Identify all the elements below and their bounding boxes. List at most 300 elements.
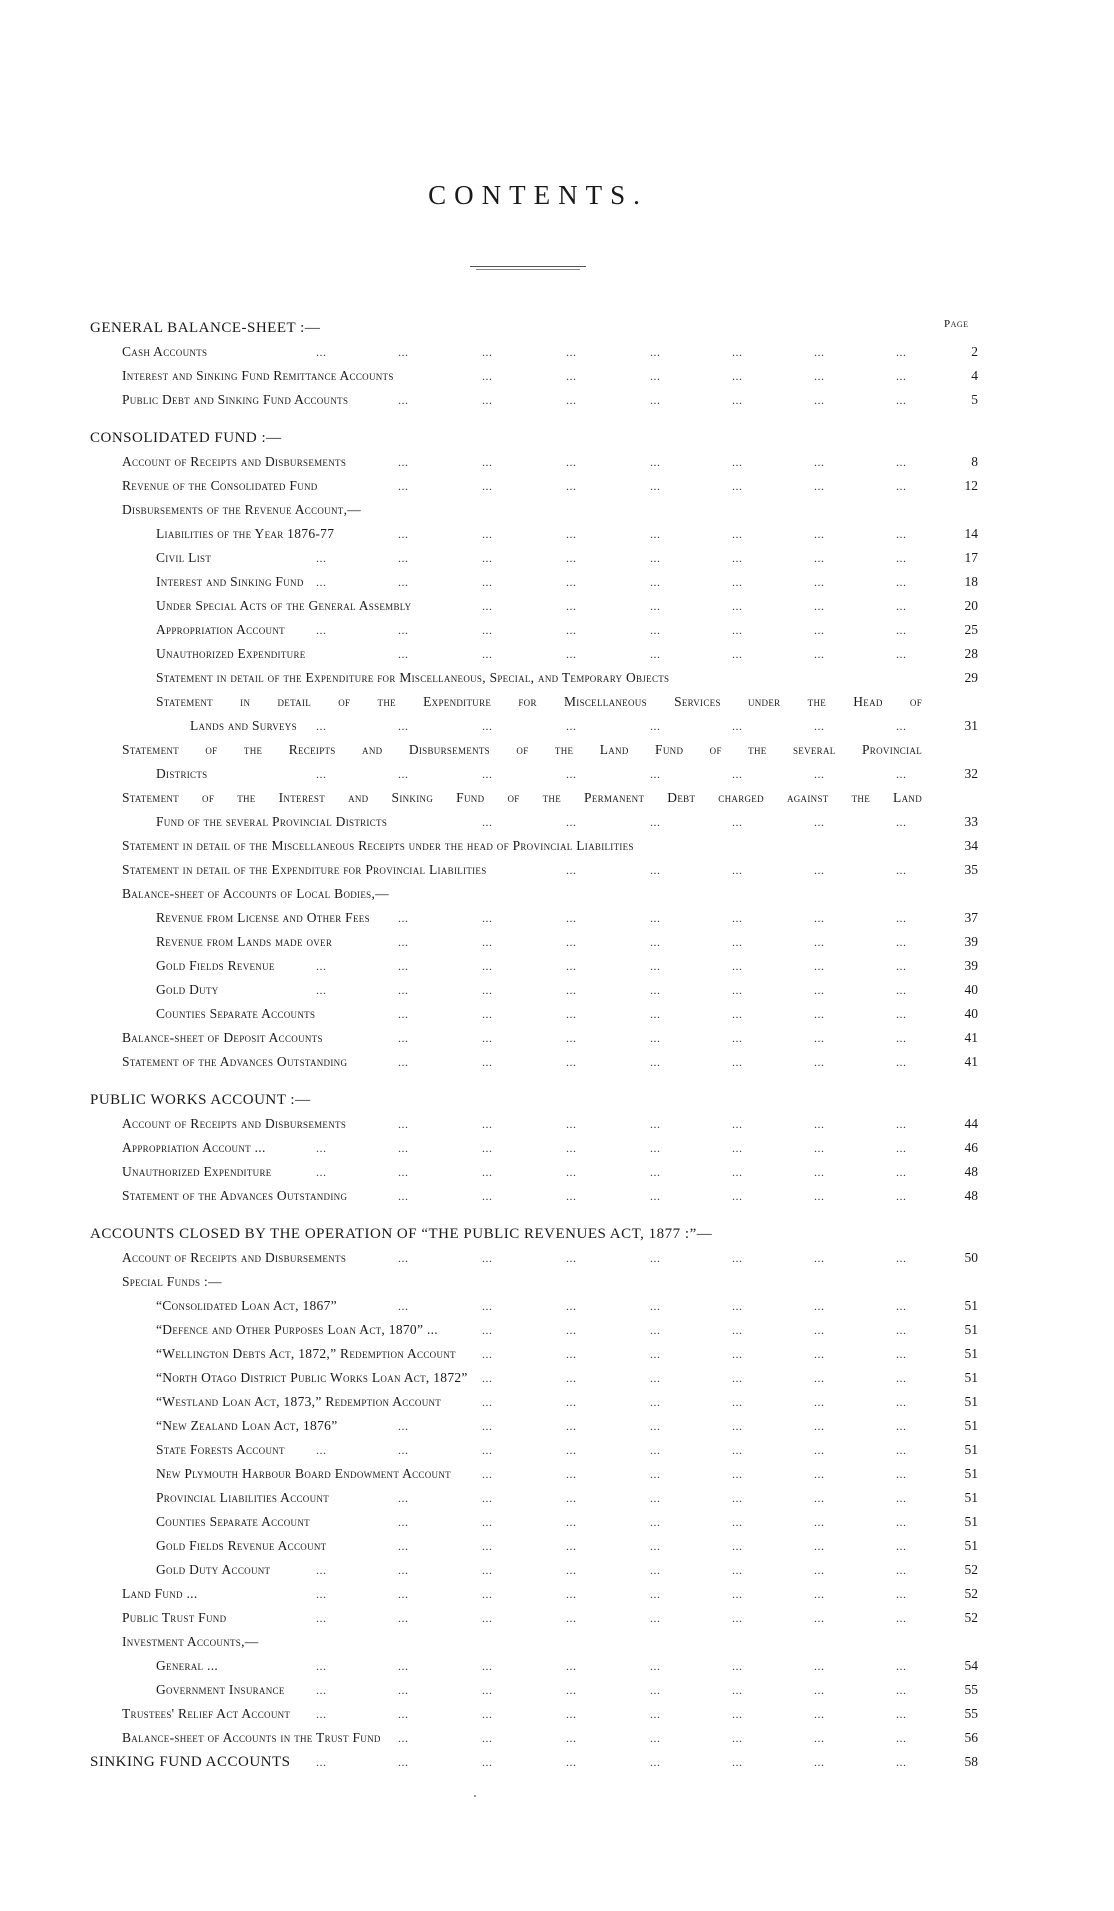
- dot-leader: ...: [316, 1443, 327, 1457]
- toc-entry: [0, 1584, 1114, 1604]
- toc-entry-page: 44: [964, 1116, 978, 1131]
- toc-entry-label: Statement of the Interest and Sinking Fund of the Permanent Debt charged against the Land: [122, 790, 922, 805]
- dot-leader: ...: [566, 575, 577, 589]
- toc-entry: [0, 644, 1114, 664]
- dot-leader: ...: [814, 767, 825, 781]
- dot-leader: ...: [566, 551, 577, 565]
- dot-leader: ...: [732, 1683, 743, 1697]
- dot-leader: ...: [650, 1659, 661, 1673]
- dot-leader: ...: [896, 1539, 907, 1553]
- toc-entry: [0, 668, 1114, 688]
- dot-leader: ...: [814, 1031, 825, 1045]
- dot-leader: ...: [896, 1491, 907, 1505]
- dot-leader: ...: [814, 1395, 825, 1409]
- dot-leader: ...: [482, 647, 493, 661]
- toc-entry-page: 32: [964, 766, 978, 781]
- dot-leader: ...: [814, 1731, 825, 1745]
- dot-leader: ...: [566, 1611, 577, 1625]
- dot-leader: ...: [814, 1141, 825, 1155]
- dot-leader: ...: [482, 911, 493, 925]
- dot-leader: ...: [896, 1707, 907, 1721]
- dot-leader: ...: [398, 623, 409, 637]
- toc-entry: [0, 1272, 1114, 1292]
- dot-leader: ...: [316, 959, 327, 973]
- dot-leader: ...: [482, 1539, 493, 1553]
- dot-leader: ...: [896, 1251, 907, 1265]
- toc-entry-page: 51: [964, 1370, 978, 1385]
- dot-leader: ...: [814, 1659, 825, 1673]
- toc-entry: [0, 764, 1114, 784]
- dot-leader: ...: [566, 1007, 577, 1021]
- toc-entry: [0, 716, 1114, 736]
- dot-leader: ...: [566, 1165, 577, 1179]
- toc-entry-label: Balance-sheet of Accounts in the Trust Fund: [122, 1730, 381, 1745]
- dot-leader: ...: [896, 1323, 907, 1337]
- toc-entry-label: Interest and Sinking Fund Remittance Accounts: [122, 368, 394, 383]
- toc-entry-page: 51: [964, 1466, 978, 1481]
- dot-leader: ...: [398, 1491, 409, 1505]
- toc-entry-label: Civil List: [156, 550, 212, 565]
- dot-leader: ...: [896, 623, 907, 637]
- toc-entry-page: 51: [964, 1538, 978, 1553]
- dot-leader: ...: [398, 479, 409, 493]
- dot-leader: ...: [566, 1419, 577, 1433]
- page-speck: [474, 1795, 476, 1797]
- toc-entry-page: 50: [964, 1250, 978, 1265]
- dot-leader: ...: [650, 393, 661, 407]
- dot-leader: ...: [398, 719, 409, 733]
- toc-entry-label: Unauthorized Expenditure: [156, 646, 306, 661]
- dot-leader: ...: [566, 455, 577, 469]
- dot-leader: ...: [896, 1611, 907, 1625]
- dot-leader: ...: [398, 1165, 409, 1179]
- dot-leader: ...: [650, 1683, 661, 1697]
- dot-leader: ...: [482, 599, 493, 613]
- toc-entry: [0, 1728, 1114, 1748]
- toc-entry-label: PUBLIC WORKS ACCOUNT :—: [90, 1092, 311, 1108]
- toc-entry: [0, 1392, 1114, 1412]
- dot-leader: ...: [650, 1539, 661, 1553]
- dot-leader: ...: [398, 767, 409, 781]
- dot-leader: ...: [732, 479, 743, 493]
- toc-entry: [0, 1416, 1114, 1436]
- dot-leader: ...: [732, 1395, 743, 1409]
- dot-leader: ...: [482, 345, 493, 359]
- toc-entry-label: Public Debt and Sinking Fund Accounts: [122, 392, 349, 407]
- toc-entry-label: Statement in detail of the Expenditure for Miscellaneous, Special, and Temporary Objects: [156, 670, 670, 685]
- dot-leader: ...: [482, 1467, 493, 1481]
- dot-leader: ...: [896, 1007, 907, 1021]
- toc-section-heading: [0, 428, 1114, 448]
- dot-leader: ...: [896, 1055, 907, 1069]
- dot-leader: ...: [732, 719, 743, 733]
- dot-leader: ...: [398, 983, 409, 997]
- toc-entry-page: 51: [964, 1298, 978, 1313]
- dot-leader: ...: [814, 1347, 825, 1361]
- dot-leader: ...: [398, 1189, 409, 1203]
- dot-leader: ...: [814, 551, 825, 565]
- dot-leader: ...: [896, 1443, 907, 1457]
- toc-entry-label: “Defence and Other Purposes Loan Act, 1870” ...: [156, 1322, 438, 1337]
- dot-leader: ...: [732, 1117, 743, 1131]
- toc-section-heading: [0, 1090, 1114, 1110]
- dot-leader: ...: [732, 393, 743, 407]
- toc-entry: [0, 1608, 1114, 1628]
- dot-leader: ...: [398, 959, 409, 973]
- dot-leader: ...: [650, 1251, 661, 1265]
- toc-entry-page: 35: [964, 862, 978, 877]
- toc-entry-page: 2: [971, 344, 978, 359]
- toc-entry: [0, 1704, 1114, 1724]
- toc-entry-page: 54: [964, 1658, 978, 1673]
- dot-leader: ...: [814, 911, 825, 925]
- dot-leader: ...: [732, 455, 743, 469]
- dot-leader: ...: [566, 1587, 577, 1601]
- dot-leader: ...: [896, 1031, 907, 1045]
- dot-leader: ...: [650, 369, 661, 383]
- dot-leader: ...: [650, 1443, 661, 1457]
- dot-leader: ...: [316, 1563, 327, 1577]
- dot-leader: ...: [814, 935, 825, 949]
- dot-leader: ...: [732, 345, 743, 359]
- toc-entry: [0, 788, 1114, 808]
- dot-leader: ...: [566, 1347, 577, 1361]
- dot-leader: ...: [316, 1707, 327, 1721]
- toc-entry-page: 58: [964, 1754, 978, 1769]
- dot-leader: ...: [732, 1323, 743, 1337]
- toc-entry-label: General ...: [156, 1658, 219, 1673]
- dot-leader: ...: [814, 1563, 825, 1577]
- toc-entry: [0, 1632, 1114, 1652]
- dot-leader: ...: [316, 1587, 327, 1601]
- toc-entry-label: Revenue from Lands made over: [156, 934, 333, 949]
- toc-entry-label: Statement of the Advances Outstanding: [122, 1188, 348, 1203]
- dot-leader: ...: [896, 1395, 907, 1409]
- dot-leader: ...: [896, 369, 907, 383]
- toc-entry-label: Balance-sheet of Deposit Accounts: [122, 1030, 323, 1045]
- toc-entry-page: 37: [964, 910, 978, 925]
- toc-entry-page: 48: [964, 1164, 978, 1179]
- dot-leader: ...: [482, 479, 493, 493]
- dot-leader: ...: [732, 1055, 743, 1069]
- toc-entry-page: 33: [964, 814, 978, 829]
- dot-leader: ...: [398, 575, 409, 589]
- toc-entry-page: 52: [964, 1586, 978, 1601]
- dot-leader: ...: [814, 479, 825, 493]
- dot-leader: ...: [732, 623, 743, 637]
- dot-leader: ...: [814, 1587, 825, 1601]
- toc-entry-label: Provincial Liabilities Account: [156, 1490, 329, 1505]
- toc-entry-label: Revenue from License and Other Fees: [156, 910, 370, 925]
- toc-entry-page: 48: [964, 1188, 978, 1203]
- dot-leader: ...: [316, 767, 327, 781]
- toc-entry: [0, 572, 1114, 592]
- dot-leader: ...: [732, 647, 743, 661]
- toc-entry-page: 51: [964, 1394, 978, 1409]
- dot-leader: ...: [896, 1755, 907, 1769]
- toc-entry: [0, 1052, 1114, 1072]
- dot-leader: ...: [650, 1055, 661, 1069]
- dot-leader: ...: [398, 1611, 409, 1625]
- toc-entry: [0, 812, 1114, 832]
- dot-leader: ...: [398, 1731, 409, 1745]
- dot-leader: ...: [814, 1055, 825, 1069]
- toc-entry-label: Gold Duty Account: [156, 1562, 271, 1577]
- dot-leader: ...: [732, 1419, 743, 1433]
- dot-leader: ...: [650, 1731, 661, 1745]
- dot-leader: ...: [316, 1755, 327, 1769]
- toc-entry-page: 41: [964, 1054, 978, 1069]
- dot-leader: ...: [814, 1323, 825, 1337]
- toc-entry-label: CONSOLIDATED FUND :—: [90, 430, 282, 446]
- dot-leader: ...: [482, 1141, 493, 1155]
- toc-entry-page: 51: [964, 1442, 978, 1457]
- dot-leader: ...: [814, 455, 825, 469]
- dot-leader: ...: [316, 1165, 327, 1179]
- dot-leader: ...: [650, 1563, 661, 1577]
- dot-leader: ...: [896, 551, 907, 565]
- toc-entry-page: 20: [964, 598, 978, 613]
- toc-section-heading: [0, 1752, 1114, 1772]
- toc-entry: [0, 740, 1114, 760]
- dot-leader: ...: [566, 935, 577, 949]
- dot-leader: ...: [566, 623, 577, 637]
- dot-leader: ...: [398, 345, 409, 359]
- toc-entry-page: 31: [964, 718, 978, 733]
- toc-entry-label: Appropriation Account ...: [122, 1140, 266, 1155]
- dot-leader: ...: [566, 1491, 577, 1505]
- dot-leader: ...: [566, 1251, 577, 1265]
- dot-leader: ...: [566, 1299, 577, 1313]
- toc-entry-page: 40: [964, 1006, 978, 1021]
- dot-leader: ...: [398, 647, 409, 661]
- dot-leader: ...: [566, 1443, 577, 1457]
- toc-entry-label: State Forests Account: [156, 1442, 285, 1457]
- toc-entry-page: 39: [964, 934, 978, 949]
- dot-leader: ...: [732, 527, 743, 541]
- dot-leader: ...: [398, 1539, 409, 1553]
- dot-leader: ...: [814, 575, 825, 589]
- toc-entry: [0, 596, 1114, 616]
- dot-leader: ...: [732, 1563, 743, 1577]
- dot-leader: ...: [650, 551, 661, 565]
- toc-entry: [0, 1512, 1114, 1532]
- dot-leader: ...: [814, 1443, 825, 1457]
- toc-entry: [0, 390, 1114, 410]
- dot-leader: ...: [482, 1055, 493, 1069]
- dot-leader: ...: [398, 1587, 409, 1601]
- dot-leader: ...: [398, 1007, 409, 1021]
- dot-leader: ...: [896, 1299, 907, 1313]
- toc-entry-label: Statement of the Receipts and Disbursements of the Land Fund of the several Provincial: [122, 742, 922, 757]
- dot-leader: ...: [814, 369, 825, 383]
- toc-entry: [0, 980, 1114, 1000]
- dot-leader: ...: [650, 1165, 661, 1179]
- dot-leader: ...: [398, 1251, 409, 1265]
- toc-entry-label: Counties Separate Accounts: [156, 1006, 316, 1021]
- toc-entry-label: “Wellington Debts Act, 1872,” Redemption Account: [156, 1346, 456, 1361]
- dot-leader: ...: [566, 1467, 577, 1481]
- dot-leader: ...: [482, 1395, 493, 1409]
- dot-leader: ...: [650, 1611, 661, 1625]
- toc-entry: [0, 1248, 1114, 1268]
- toc-entry: [0, 836, 1114, 856]
- toc-entry-page: 41: [964, 1030, 978, 1045]
- toc-entry-page: 39: [964, 958, 978, 973]
- dot-leader: ...: [732, 1755, 743, 1769]
- toc-entry-label: Statement in detail of the Miscellaneous Receipts under the head of Provincial Liabilities: [122, 838, 634, 853]
- dot-leader: ...: [398, 1659, 409, 1673]
- toc-entry-label: Statement in detail of the Expenditure for Provincial Liabilities: [122, 862, 487, 877]
- dot-leader: ...: [566, 959, 577, 973]
- toc-entry: [0, 1138, 1114, 1158]
- toc-entry-page: 5: [971, 392, 978, 407]
- dot-leader: ...: [316, 983, 327, 997]
- dot-leader: ...: [814, 863, 825, 877]
- dot-leader: ...: [316, 719, 327, 733]
- dot-leader: ...: [398, 455, 409, 469]
- toc-entry-label: Liabilities of the Year 1876-77: [156, 526, 335, 541]
- dot-leader: ...: [732, 1189, 743, 1203]
- dot-leader: ...: [896, 1587, 907, 1601]
- toc-entry-page: 51: [964, 1490, 978, 1505]
- toc-entry-page: 25: [964, 622, 978, 637]
- dot-leader: ...: [482, 369, 493, 383]
- dot-leader: ...: [896, 1515, 907, 1529]
- dot-leader: ...: [566, 1371, 577, 1385]
- dot-leader: ...: [814, 959, 825, 973]
- dot-leader: ...: [316, 1141, 327, 1155]
- dot-leader: ...: [732, 1539, 743, 1553]
- toc-entry-page: 4: [971, 368, 978, 383]
- dot-leader: ...: [650, 345, 661, 359]
- toc-entry-label: Investment Accounts,—: [122, 1634, 259, 1649]
- dot-leader: ...: [732, 911, 743, 925]
- toc-entry-page: 51: [964, 1418, 978, 1433]
- dot-leader: ...: [482, 527, 493, 541]
- toc-entry: [0, 500, 1114, 520]
- dot-leader: ...: [650, 599, 661, 613]
- dot-leader: ...: [482, 1443, 493, 1457]
- dot-leader: ...: [732, 1299, 743, 1313]
- dot-leader: ...: [398, 1515, 409, 1529]
- dot-leader: ...: [896, 647, 907, 661]
- dot-leader: ...: [398, 527, 409, 541]
- toc-entry-label: Statement of the Advances Outstanding: [122, 1054, 348, 1069]
- toc-entry: [0, 1656, 1114, 1676]
- dot-leader: ...: [732, 1443, 743, 1457]
- dot-leader: ...: [482, 1189, 493, 1203]
- dot-leader: ...: [650, 719, 661, 733]
- toc-entry: [0, 1560, 1114, 1580]
- toc-entry: [0, 476, 1114, 496]
- toc-entry-page: 8: [971, 454, 978, 469]
- dot-leader: ...: [732, 983, 743, 997]
- dot-leader: ...: [566, 1731, 577, 1745]
- dot-leader: ...: [732, 1165, 743, 1179]
- toc-entry-page: 55: [964, 1706, 978, 1721]
- dot-leader: ...: [814, 623, 825, 637]
- dot-leader: ...: [398, 551, 409, 565]
- dot-leader: ...: [482, 767, 493, 781]
- toc-entry: [0, 1296, 1114, 1316]
- page-column-label: Page: [944, 318, 969, 330]
- dot-leader: ...: [896, 815, 907, 829]
- dot-leader: ...: [566, 1031, 577, 1045]
- dot-leader: ...: [482, 1491, 493, 1505]
- dot-leader: ...: [482, 1031, 493, 1045]
- dot-leader: ...: [650, 1587, 661, 1601]
- dot-leader: ...: [732, 1467, 743, 1481]
- dot-leader: ...: [814, 1755, 825, 1769]
- dot-leader: ...: [316, 623, 327, 637]
- dot-leader: ...: [398, 1299, 409, 1313]
- dot-leader: ...: [650, 1467, 661, 1481]
- dot-leader: ...: [814, 1189, 825, 1203]
- dot-leader: ...: [482, 1707, 493, 1721]
- dot-leader: ...: [650, 959, 661, 973]
- dot-leader: ...: [896, 1347, 907, 1361]
- dot-leader: ...: [732, 1515, 743, 1529]
- dot-leader: ...: [896, 1189, 907, 1203]
- dot-leader: ...: [732, 1491, 743, 1505]
- dot-leader: ...: [732, 959, 743, 973]
- dot-leader: ...: [398, 1683, 409, 1697]
- dot-leader: ...: [566, 479, 577, 493]
- toc-entry: [0, 932, 1114, 952]
- dot-leader: ...: [566, 1117, 577, 1131]
- dot-leader: ...: [896, 1659, 907, 1673]
- dot-leader: ...: [650, 455, 661, 469]
- dot-leader: ...: [650, 1299, 661, 1313]
- dot-leader: ...: [814, 1491, 825, 1505]
- dot-leader: ...: [650, 935, 661, 949]
- toc-entry-label: Districts: [156, 766, 208, 781]
- dot-leader: ...: [732, 1659, 743, 1673]
- dot-leader: ...: [316, 551, 327, 565]
- dot-leader: ...: [482, 1299, 493, 1313]
- dot-leader: ...: [732, 863, 743, 877]
- dot-leader: ...: [650, 1491, 661, 1505]
- dot-leader: ...: [398, 1419, 409, 1433]
- dot-leader: ...: [896, 959, 907, 973]
- dot-leader: ...: [732, 369, 743, 383]
- toc-entry: [0, 692, 1114, 712]
- toc-entry-page: 28: [964, 646, 978, 661]
- dot-leader: ...: [896, 863, 907, 877]
- dot-leader: ...: [732, 1141, 743, 1155]
- toc-entry-label: Account of Receipts and Disbursements: [122, 454, 347, 469]
- dot-leader: ...: [566, 911, 577, 925]
- dot-leader: ...: [482, 393, 493, 407]
- dot-leader: ...: [566, 527, 577, 541]
- dot-leader: ...: [650, 527, 661, 541]
- dot-leader: ...: [566, 1515, 577, 1529]
- dot-leader: ...: [566, 1189, 577, 1203]
- toc-entry-label: Land Fund ...: [122, 1586, 198, 1601]
- toc-entry-label: Account of Receipts and Disbursements: [122, 1250, 347, 1265]
- dot-leader: ...: [814, 527, 825, 541]
- dot-leader: ...: [732, 551, 743, 565]
- dot-leader: ...: [814, 1419, 825, 1433]
- dot-leader: ...: [814, 1007, 825, 1021]
- dot-leader: ...: [482, 455, 493, 469]
- dot-leader: ...: [814, 599, 825, 613]
- dot-leader: ...: [650, 575, 661, 589]
- toc-entry: [0, 1320, 1114, 1340]
- dot-leader: ...: [566, 863, 577, 877]
- dot-leader: ...: [732, 575, 743, 589]
